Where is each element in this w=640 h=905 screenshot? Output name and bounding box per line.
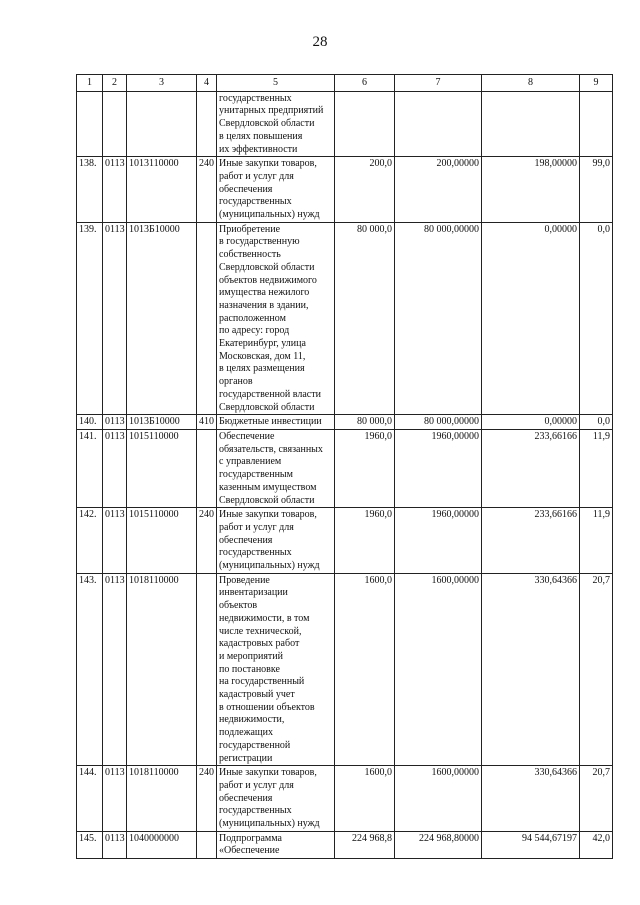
description-line: Екатеринбург, улица [219,338,306,350]
section-code-cell: 0113 [103,508,127,574]
percent-cell: 42,0 [580,831,613,858]
description-line: Приобретение [219,223,281,235]
executed-amount-cell: 330,64366 [482,573,580,766]
description-cell [217,157,335,223]
table-row [77,831,613,858]
specified-amount-cell: 80 000,00000 [395,415,482,430]
description-line: на государственный [219,676,305,688]
plan-amount-cell: 80 000,0 [335,222,395,415]
description-line: в целях повышения [219,130,303,142]
row-number-cell: 141. [77,429,103,507]
expense-type-cell: 240 [197,157,217,223]
percent-cell: 20,7 [580,573,613,766]
column-header: 3 [127,75,197,92]
description-cell [217,415,335,430]
expense-type-cell [197,429,217,507]
description-line: их эффективности [219,143,298,155]
specified-amount-cell: 80 000,00000 [395,222,482,415]
executed-amount-cell: 233,66166 [482,508,580,574]
description-line: государственных [219,805,292,817]
description-cell [217,222,335,415]
description-line: подлежащих [219,727,273,739]
description-line: расположенном [219,312,286,324]
description-line: Свердловской области [219,494,315,506]
table-row [77,766,613,832]
executed-amount-cell: 94 544,67197 [482,831,580,858]
target-code-cell: 1018110000 [127,573,197,766]
row-number-cell [77,91,103,157]
executed-amount-cell: 198,00000 [482,157,580,223]
description-cell [217,766,335,832]
description-line: с управлением [219,456,282,468]
description-line: органов [219,376,253,388]
section-code-cell: 0113 [103,157,127,223]
description-line: «Обеспечение [219,845,280,857]
specified-amount-cell: 200,00000 [395,157,482,223]
expense-type-cell: 240 [197,766,217,832]
description-line: недвижимости, в том [219,612,310,624]
description-line: регистрации [219,752,273,764]
description-line: Иные закупки товаров, [219,767,317,779]
plan-amount-cell: 1960,0 [335,508,395,574]
description-cell [217,508,335,574]
target-code-cell: 1040000000 [127,831,197,858]
description-line: имущества нежилого [219,287,310,299]
description-line: государственной власти [219,388,321,400]
description-line: и мероприятий [219,650,283,662]
expense-type-cell [197,573,217,766]
plan-amount-cell: 1600,0 [335,573,395,766]
table-row [77,508,613,574]
plan-amount-cell: 1960,0 [335,429,395,507]
plan-amount-cell: 80 000,0 [335,415,395,430]
description-line: Московская, дом 11, [219,350,306,362]
row-number-cell: 139. [77,222,103,415]
description-line: казенным имуществом [219,481,317,493]
budget-table [76,74,613,859]
description-line: государственных [219,92,292,104]
executed-amount-cell [482,91,580,157]
description-line: недвижимости, [219,714,285,726]
row-number-cell: 142. [77,508,103,574]
description-line: обязательств, связанных [219,443,323,455]
executed-amount-cell: 0,00000 [482,222,580,415]
percent-cell: 20,7 [580,766,613,832]
description-line: Проведение [219,574,270,586]
executed-amount-cell: 233,66166 [482,429,580,507]
specified-amount-cell: 224 968,80000 [395,831,482,858]
row-number-cell: 138. [77,157,103,223]
description-line: работ и услуг для [219,521,294,533]
target-code-cell: 1013Б10000 [127,222,197,415]
description-line: обеспечения [219,792,273,804]
section-code-cell [103,91,127,157]
table-header-row [77,75,613,92]
percent-cell: 11,9 [580,429,613,507]
description-line: числе технической, [219,625,302,637]
table-row [77,415,613,430]
description-line: Подпрограмма [219,832,282,844]
percent-cell: 99,0 [580,157,613,223]
column-header: 2 [103,75,127,92]
description-line: работ и услуг для [219,170,294,182]
column-header: 9 [580,75,613,92]
row-number-cell: 145. [77,831,103,858]
section-code-cell: 0113 [103,415,127,430]
expense-type-cell: 240 [197,508,217,574]
description-line: кадастровый учет [219,689,295,701]
description-line: работ и услуг для [219,779,294,791]
target-code-cell: 1018110000 [127,766,197,832]
description-line: (муниципальных) нужд [219,818,320,830]
description-line: унитарных предприятий [219,105,324,117]
table-row [77,91,613,157]
expense-type-cell [197,222,217,415]
description-line: государственным [219,469,293,481]
description-line: обеспечения [219,183,273,195]
section-code-cell: 0113 [103,429,127,507]
column-header: 8 [482,75,580,92]
plan-amount-cell: 1600,0 [335,766,395,832]
percent-cell: 11,9 [580,508,613,574]
description-line: объектов недвижимого [219,274,317,286]
column-header: 6 [335,75,395,92]
description-line: Иные закупки товаров, [219,509,317,521]
expense-type-cell [197,91,217,157]
plan-amount-cell [335,91,395,157]
expense-type-cell [197,831,217,858]
specified-amount-cell: 1600,00000 [395,766,482,832]
description-line: Обеспечение [219,430,275,442]
description-line: в государственную [219,236,300,248]
specified-amount-cell: 1600,00000 [395,573,482,766]
target-code-cell: 1015110000 [127,508,197,574]
description-line: Свердловской области [219,401,315,413]
column-header: 1 [77,75,103,92]
specified-amount-cell: 1960,00000 [395,508,482,574]
specified-amount-cell: 1960,00000 [395,429,482,507]
table-row [77,222,613,415]
description-line: по постановке [219,663,280,675]
column-header: 5 [217,75,335,92]
description-line: государственных [219,196,292,208]
description-line: обеспечения [219,534,273,546]
description-cell [217,91,335,157]
description-line: государственной [219,739,291,751]
section-code-cell: 0113 [103,766,127,832]
table-row [77,429,613,507]
target-code-cell: 1013Б10000 [127,415,197,430]
plan-amount-cell: 224 968,8 [335,831,395,858]
description-line: Иные закупки товаров, [219,158,317,170]
description-line: объектов [219,600,258,612]
row-number-cell: 140. [77,415,103,430]
target-code-cell [127,91,197,157]
description-cell [217,429,335,507]
section-code-cell: 0113 [103,222,127,415]
description-line: кадастровых работ [219,638,300,650]
table-row [77,157,613,223]
executed-amount-cell: 330,64366 [482,766,580,832]
description-line: собственность [219,249,281,261]
description-line: в целях размещения [219,363,305,375]
column-header: 7 [395,75,482,92]
section-code-cell: 0113 [103,831,127,858]
section-code-cell: 0113 [103,573,127,766]
row-number-cell: 143. [77,573,103,766]
description-line: государственных [219,547,292,559]
percent-cell: 0,0 [580,415,613,430]
expense-type-cell: 410 [197,415,217,430]
description-line: инвентаризации [219,587,288,599]
page-number: 28 [312,34,328,50]
percent-cell [580,91,613,157]
executed-amount-cell: 0,00000 [482,415,580,430]
column-header: 4 [197,75,217,92]
table-row [77,573,613,766]
row-number-cell: 144. [77,766,103,832]
description-line: в отношении объектов [219,701,315,713]
description-line: Свердловской области [219,261,315,273]
plan-amount-cell: 200,0 [335,157,395,223]
description-line: назначения в здании, [219,299,309,311]
description-line: (муниципальных) нужд [219,560,320,572]
description-cell [217,573,335,766]
target-code-cell: 1013110000 [127,157,197,223]
description-line: (муниципальных) нужд [219,209,320,221]
description-line: Свердловской области [219,118,315,130]
description-cell [217,831,335,858]
target-code-cell: 1015110000 [127,429,197,507]
description-line: по адресу: город [219,325,290,337]
percent-cell: 0,0 [580,222,613,415]
description-line: Бюджетные инвестиции [219,416,322,428]
specified-amount-cell [395,91,482,157]
